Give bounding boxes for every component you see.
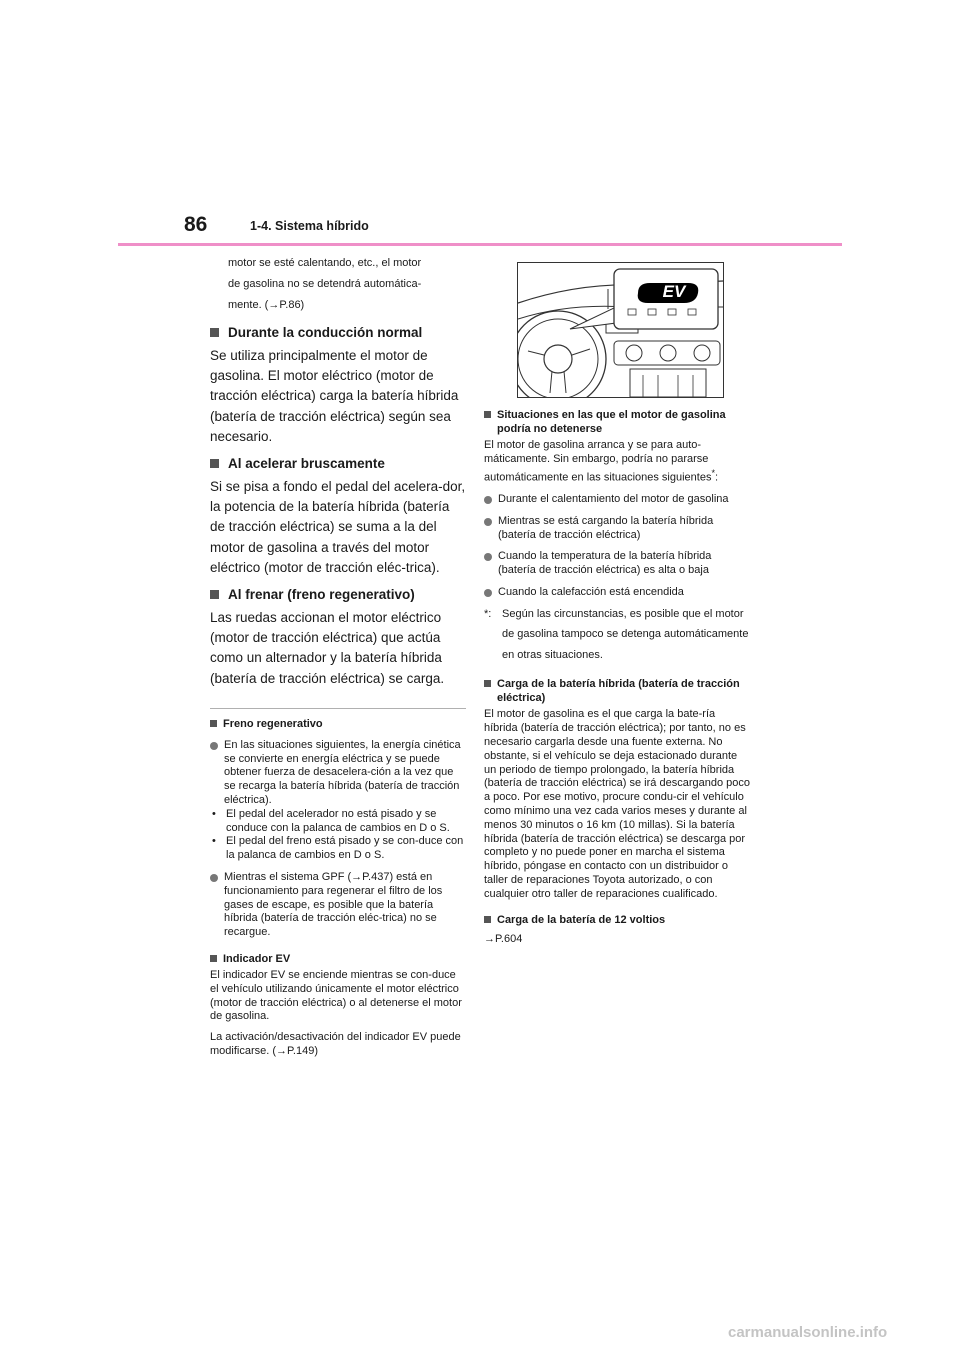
section-title: 1-4. Sistema híbrido bbox=[250, 219, 369, 233]
divider bbox=[210, 708, 466, 709]
heading-text: Carga de la batería de 12 voltios bbox=[497, 914, 666, 927]
sub-list-item bbox=[210, 808, 466, 836]
intro-text: El motor de gasolina arranca y se para auto-máticamente. Sin embargo, podría no pararse automáticamente en las situaciones siguientes bbox=[484, 439, 712, 484]
square-bullet-icon bbox=[484, 916, 491, 923]
continuation-line-2: de gasolina no se detendrá automática- bbox=[228, 278, 422, 290]
paragraph-engine-stop-intro bbox=[484, 439, 750, 485]
heading-regenerative-brake bbox=[210, 717, 466, 731]
round-bullet-icon bbox=[210, 874, 218, 882]
paragraph-ev-indicator-2: La activación/desactivación del indicador EV puede modificarse. (→P.149) bbox=[210, 1031, 461, 1057]
paragraph-braking: Las ruedas accionan el motor eléctrico (motor de tracción eléctrica) que actúa como un alternador y la batería híbrida (batería de tracción eléctrica) se carga. bbox=[210, 610, 445, 686]
list-item bbox=[484, 550, 750, 578]
footnote-star: * bbox=[711, 467, 716, 478]
footnote bbox=[484, 604, 750, 666]
list-item-text: Mientras se está cargando la batería híbrida (batería de tracción eléctrica) bbox=[498, 514, 714, 541]
round-bullet-icon bbox=[484, 496, 492, 504]
square-bullet-icon bbox=[210, 590, 219, 599]
sub-bullet: • bbox=[212, 835, 216, 848]
square-bullet-icon bbox=[210, 955, 217, 962]
list-item-text: Cuando la temperatura de la batería híbrida (batería de tracción eléctrica) es alta o baja bbox=[498, 550, 712, 577]
heading-normal-driving bbox=[210, 325, 466, 340]
header-rule bbox=[118, 243, 842, 246]
sub-list-item bbox=[210, 835, 466, 863]
list-item bbox=[484, 493, 750, 507]
heading-hybrid-battery-charge bbox=[484, 677, 750, 705]
paragraph-normal-driving: Se utiliza principalmente el motor de gasolina. El motor eléctrico (motor de tracción eléctrica) carga la batería híbrida (batería de tracción eléctrica) según sea necesario. bbox=[210, 348, 459, 444]
heading-text: Freno regenerativo bbox=[223, 717, 323, 730]
paragraph-sharp-acceleration: Si se pisa a fondo el pedal del acelera-dor, la potencia de la batería híbrida (batería de tracción eléctrica) se suma a la del motor de gasolina a través del motor eléctrico (motor de tracción eléc-trica). bbox=[210, 479, 466, 575]
square-bullet-icon bbox=[484, 411, 491, 418]
heading-engine-may-not-stop bbox=[484, 408, 750, 436]
intro-colon: : bbox=[715, 471, 719, 484]
list-item bbox=[210, 739, 466, 808]
heading-text: Situaciones en las que el motor de gasolina podría no detenerse bbox=[497, 409, 726, 435]
footnote-mark: *: bbox=[484, 607, 492, 620]
right-column bbox=[484, 400, 750, 947]
round-bullet-icon bbox=[484, 518, 492, 526]
heading-text: Al acelerar bruscamente bbox=[228, 456, 385, 472]
round-bullet-icon bbox=[210, 742, 218, 750]
heading-text: Carga de la batería híbrida (batería de tracción eléctrica) bbox=[497, 678, 740, 705]
square-bullet-icon bbox=[210, 720, 217, 727]
sub-list-item-text: El pedal del freno está pisado y se con-duce con la palanca de cambios en D o S. bbox=[226, 835, 464, 862]
square-bullet-icon bbox=[484, 680, 491, 687]
list-item-text: Mientras el sistema GPF (→P.437) está en funcionamiento para regenerar el filtro de los gases de escape, es posible que la batería híbrida (batería de tracción eléc-trica) no se recargue. bbox=[224, 871, 443, 939]
ev-indicator-icon: EV bbox=[662, 282, 686, 301]
round-bullet-icon bbox=[484, 589, 492, 597]
heading-text: Indicador EV bbox=[223, 953, 291, 965]
list-item-text: En las situaciones siguientes, la energía cinética se convierte en energía eléctrica y se puede obtener fuerza de desacelera-ción a la vez que se recarga la batería híbrida (batería de tracción eléctrica). bbox=[224, 738, 461, 807]
page-number: 86 bbox=[184, 213, 208, 236]
watermark: carmanualsonline.info bbox=[728, 1324, 888, 1341]
round-bullet-icon bbox=[484, 553, 492, 561]
list-item bbox=[484, 586, 750, 600]
continuation-line-3: mente. (→P.86) bbox=[228, 299, 305, 311]
list-item bbox=[484, 515, 750, 543]
footnote-text: Según las circunstancias, es posible que el motor de gasolina tampoco se detenga automáticamente en otras situaciones. bbox=[502, 607, 749, 661]
continuation-line-1: motor se esté calentando, etc., el motor bbox=[228, 257, 422, 269]
heading-sharp-acceleration bbox=[210, 456, 466, 471]
heading-ev-indicator bbox=[210, 952, 466, 966]
heading-text: Al frenar (freno regenerativo) bbox=[228, 587, 415, 603]
square-bullet-icon bbox=[210, 459, 219, 468]
sub-bullet: • bbox=[212, 807, 216, 820]
sub-list-item-text: El pedal del acelerador no está pisado y se conduce con la palanca de cambios en D o S. bbox=[226, 807, 450, 834]
heading-12v-battery-charge bbox=[484, 913, 750, 927]
page-reference-link[interactable]: →P.604 bbox=[484, 933, 523, 946]
list-item-text: Cuando la calefacción está encendida bbox=[498, 586, 684, 599]
dashboard-illustration bbox=[517, 262, 724, 398]
heading-braking bbox=[210, 587, 466, 602]
list-item bbox=[210, 871, 466, 940]
paragraph-hybrid-battery-charge: El motor de gasolina es el que carga la bate-ría híbrida (batería de tracción eléctrica); por tanto, no es necesario cargarla desde una fuente externa. No obstante, si el vehículo se deja estacionado durante un periodo de tiempo prolongado, la batería híbrida (batería de tracción eléctrica) se irá descargando poco a poco. Por ese motivo, procure condu-cir el vehículo como mínimo una vez cada varios meses y durante al menos 30 minutos o 16 km (10 millas). Si la batería híbrida (batería de tracción eléctrica) se descarga por completo y no puede poner en marcha el sistema híbrido, póngase en contacto con un distribuidor o taller de reparaciones Toyota autorizado, o con cualquier otro taller de reparaciones cualificado. bbox=[484, 708, 750, 900]
list-item-text: Durante el calentamiento del motor de gasolina bbox=[498, 493, 729, 506]
heading-text: Durante la conducción normal bbox=[228, 325, 423, 340]
square-bullet-icon bbox=[210, 328, 219, 337]
paragraph-ev-indicator-1: El indicador EV se enciende mientras se con-duce el vehículo utilizando únicamente el motor eléctrico (motor de tracción eléctrica) o al detenerse el motor de gasolina. bbox=[210, 969, 462, 1023]
left-column bbox=[210, 253, 466, 1059]
